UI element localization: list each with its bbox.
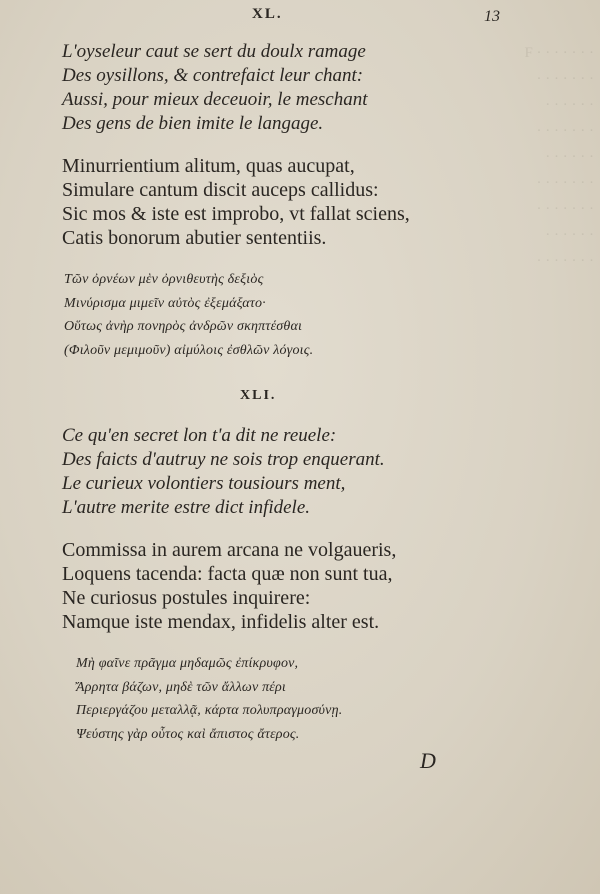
verse-line: Namque iste mendax, infidelis alter est. [62, 611, 380, 633]
emblem-41-title: XLI. [240, 388, 277, 403]
emblem-41-latin-verse [62, 538, 396, 634]
page-header [0, 6, 600, 30]
verse-line: Commissa in aurem arcana ne volgaueris, [62, 539, 397, 561]
signature-mark: D [420, 748, 436, 773]
verse-line: Οὕτως ἀνὴρ πονηρὸς ἀνδρῶν σκηπτέσθαι [64, 319, 303, 334]
verse-line: Le curieux volontiers tousiours ment, [62, 473, 346, 494]
verse-line: Simulare cantum discit auceps callidus: [62, 179, 379, 201]
emblem-40-french-verse [62, 40, 368, 136]
page-number: 13 [484, 8, 500, 25]
verse-line: Μὴ φαῖνε πρᾶγμα μηδαμῶς ἐπίκρυφον, [76, 656, 299, 671]
verse-line: L'autre merite estre dict infidele. [62, 497, 311, 518]
verse-line: (Φιλοῦν μεμιμοῦν) αἰμύλοις ἐσθλῶν λόγοις. [64, 342, 314, 358]
verse-line: Τῶν ὀρνέων μὲν ὀρνιθευτὴς δεξιὸς [64, 272, 264, 287]
verse-line: Catis bonorum abutier sententiis. [62, 227, 327, 249]
emblem-41-french-verse [62, 424, 385, 520]
verse-line: Ἄρρητα βάζων, μηδὲ τῶν ἄλλων πέρι [76, 679, 287, 695]
emblem-40-latin-verse [62, 154, 410, 250]
verse-line: Ne curiosus postules inquirere: [62, 587, 311, 609]
show-through-background: F · · · · · · · · · · · · · · · · · · · · · · · · · · · · · · · · · · · · · · · · · · · · · · · · · · · · · · · · · · · · [524, 45, 594, 269]
verse-line: Des gens de bien imite le langage. [62, 113, 324, 134]
verse-line: Ψεύστης γὰρ οὗτος καὶ ἄπιστος ἄτερος. [76, 726, 300, 742]
verse-line: Sic mos & iste est improbo, vt fallat sciens, [62, 203, 410, 225]
verse-line: Μινύρισμα μιμεῖν αὐτὸς ἐξεμάξατο· [64, 295, 266, 311]
section-number: XL. [252, 6, 283, 22]
verse-line: Περιεργάζου μεταλλᾷ, κάρτα πολυπραγμοσύνῃ. [76, 703, 343, 718]
verse-line: Des faicts d'autruy ne sois trop enquerant. [62, 449, 385, 470]
verse-line: Loquens tacenda: facta quæ non sunt tua, [62, 563, 393, 585]
verse-line: L'oyseleur caut se sert du doulx ramage [62, 41, 366, 62]
verse-line: Ce qu'en secret lon t'a dit ne reuele: [62, 425, 337, 446]
verse-line: Aussi, pour mieux deceuoir, le meschant [62, 89, 368, 110]
verse-line: Des oysillons, & contrefaict leur chant: [62, 65, 364, 86]
emblem-41-greek-verse [76, 652, 342, 746]
verse-line: Minurrientium alitum, quas aucupat, [62, 155, 355, 177]
emblem-40-greek-verse [64, 268, 313, 362]
